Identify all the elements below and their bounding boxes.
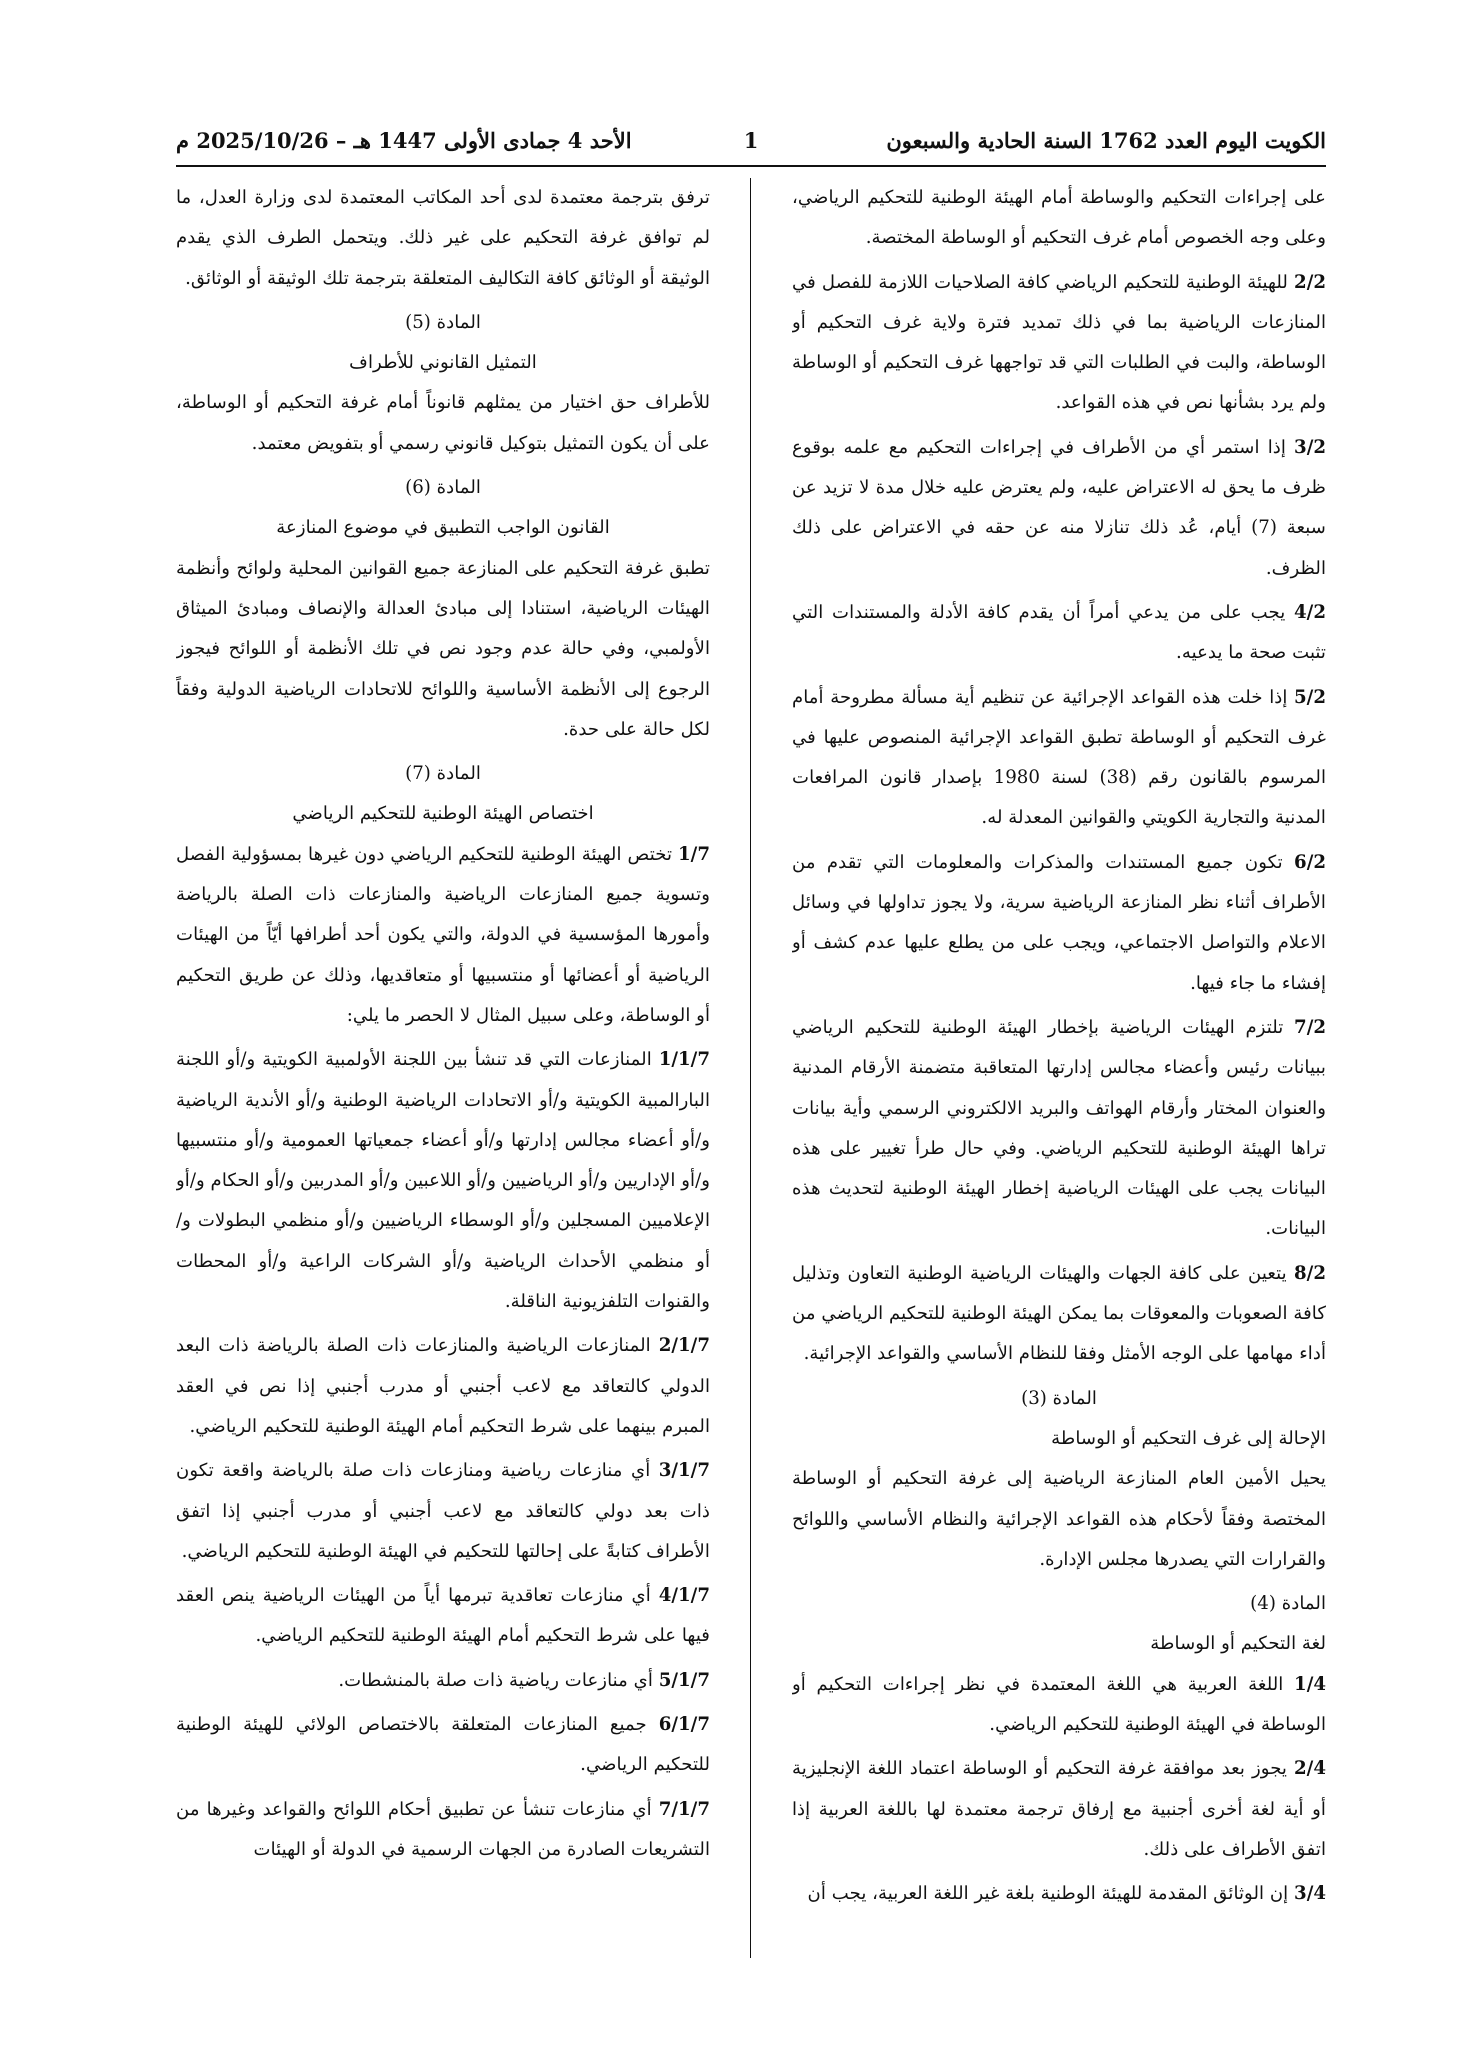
article-heading bbox=[176, 468, 710, 508]
clause-paragraph bbox=[792, 843, 1326, 1004]
clause-text: أي منازعات تعاقدية تبرمها أياً من الهيئات الرياضية ينص العقد فيها على شرط التحكيم أمام الهيئة الوطنية للتحكيم الرياضي. bbox=[176, 1585, 710, 1647]
article-title bbox=[792, 1624, 1326, 1664]
clause-text: يجوز بعد موافقة غرفة التحكيم أو الوساطة اعتماد اللغة الإنجليزية أو أية لغة أخرى أجنبية مع إرفاق ترجمة معتمدة لها باللغة العربية إذا اتفق الأطراف على ذلك. bbox=[792, 1758, 1326, 1860]
clause-text: المادة (7) bbox=[405, 763, 481, 785]
issue-date: الأحد 4 جمادى الأولى 1447 هـ – 2025/10/26 م bbox=[176, 128, 632, 153]
clause-paragraph bbox=[792, 678, 1326, 839]
clause-number: 7/1/7 bbox=[658, 1798, 710, 1820]
clause-text: أي منازعات تنشأ عن تطبيق أحكام اللوائح والقواعد وغيرها من التشريعات الصادرة من الجهات الرسمية في الدولة أو الهيئات bbox=[176, 1798, 710, 1860]
clause-number: 7/2 bbox=[1294, 1016, 1326, 1038]
clause-text: لغة التحكيم أو الوساطة bbox=[1150, 1633, 1326, 1655]
article-heading bbox=[176, 343, 710, 383]
clause-paragraph bbox=[176, 383, 710, 464]
clause-text: إن الوثائق المقدمة للهيئة الوطنية بلغة غير اللغة العربية، يجب أن bbox=[807, 1883, 1289, 1905]
clause-text: يحيل الأمين العام المنازعة الرياضية إلى غرفة التحكيم أو الوساطة المختصة وفقاً لأحكام هذه القواعد الإجرائية والنظام الأساسي واللوائح والقرارات التي يصدرها مجلس الإدارة. bbox=[792, 1468, 1326, 1570]
clause-number: 3/4 bbox=[1294, 1883, 1326, 1905]
clause-text: المادة (3) bbox=[1021, 1387, 1097, 1409]
clause-number: 5/2 bbox=[1294, 686, 1326, 708]
clause-paragraph bbox=[176, 1326, 710, 1447]
clause-number: 5/1/7 bbox=[658, 1669, 710, 1691]
clause-paragraph bbox=[176, 549, 710, 750]
clause-text: التمثيل القانوني للأطراف bbox=[349, 352, 537, 374]
clause-text: المنازعات الرياضية والمنازعات ذات الصلة بالرياضة ذات البعد الدولي كالتعاقد مع لاعب أجنبي أو مدرب أجنبي إذا نص في العقد المبرم بينهما على شرط التحكيم أمام الهيئة الوطنية للتحكيم الرياضي. bbox=[176, 1335, 710, 1437]
page-header bbox=[176, 128, 1326, 168]
clause-text: اللغة العربية هي اللغة المعتمدة في نظر إجراءات التحكيم أو الوساطة في الهيئة الوطنية للتحكيم الرياضي. bbox=[792, 1673, 1326, 1735]
clause-text: جميع المنازعات المتعلقة بالاختصاص الولائي للهيئة الوطنية للتحكيم الرياضي. bbox=[176, 1713, 710, 1776]
left-column bbox=[176, 178, 710, 1958]
clause-text: للأطراف حق اختيار من يمثلهم قانوناً أمام غرفة التحكيم أو الوساطة، على أن يكون التمثيل بتوكيل قانوني رسمي أو بتفويض معتمد. bbox=[176, 392, 710, 454]
clause-paragraph bbox=[792, 1254, 1326, 1375]
clause-number: 4/1/7 bbox=[658, 1585, 710, 1607]
clause-paragraph bbox=[176, 1040, 710, 1322]
clause-paragraph bbox=[792, 1459, 1326, 1580]
clause-text: تكون جميع المستندات والمذكرات والمعلومات التي تقدم من الأطراف أثناء نظر المنازعة الرياضية سرية، ولا يجوز تداولها في وسائل الاعلام والتواصل الاجتماعي، ويجب على من يطلع عليها عدم كشف أو إفشاء ما جاء فيها. bbox=[792, 851, 1326, 994]
clause-text: المادة (6) bbox=[405, 477, 481, 499]
clause-text: أي منازعات رياضية ومنازعات ذات صلة بالرياضة واقعة تكون ذات بعد دولي كالتعاقد مع لاعب أجنبي أو مدرب أجنبي إذا اتفق الأطراف كتابةً على إحالتها للتحكيم في الهيئة الوطنية للتحكيم الرياضي. bbox=[176, 1460, 710, 1562]
clause-text: القانون الواجب التطبيق في موضوع المنازعة bbox=[276, 517, 610, 539]
clause-text: الإحالة إلى غرف التحكيم أو الوساطة bbox=[1051, 1427, 1326, 1449]
clause-paragraph bbox=[176, 1705, 710, 1786]
clause-text: إذا استمر أي من الأطراف في إجراءات التحكيم مع علمه بوقوع ظرف ما يحق له الاعتراض عليه، ولم يعترض عليه خلال مدة لا تزيد عن سبعة (7) أيام، عُد ذلك تنازلا منه عن حقه في الاعتراض على ذلك الظرف. bbox=[792, 436, 1326, 579]
clause-paragraph bbox=[176, 1576, 710, 1657]
article-heading bbox=[176, 754, 710, 794]
clause-text: تختص الهيئة الوطنية للتحكيم الرياضي دون غيرها بمسؤولية الفصل وتسوية جميع المنازعات الرياضية والمنازعات ذات الصلة بالرياضة وأمورها المؤسسية في الدولة، والتي يكون أحد أطرافها أيّاً من الهيئات الرياضية أو أعضائها أو منتسبيها أو متعاقديها، وذلك عن طريق التحكيم أو الوساطة، وعلى سبيل المثال لا الحصر ما يلي: bbox=[176, 843, 710, 1026]
clause-number: 2/1/7 bbox=[658, 1335, 710, 1357]
clause-number: 8/2 bbox=[1294, 1262, 1326, 1284]
article-heading bbox=[176, 303, 710, 343]
clause-number: 1/1/7 bbox=[658, 1049, 710, 1071]
clause-number: 1/7 bbox=[678, 843, 710, 865]
clause-number: 6/1/7 bbox=[658, 1713, 710, 1735]
clause-number: 1/4 bbox=[1294, 1673, 1326, 1695]
clause-paragraph bbox=[792, 428, 1326, 589]
clause-number: 4/2 bbox=[1294, 601, 1326, 623]
column-divider bbox=[750, 178, 751, 1958]
clause-number: 2/4 bbox=[1294, 1758, 1326, 1780]
clause-paragraph bbox=[792, 1874, 1326, 1914]
clause-number: 3/1/7 bbox=[658, 1460, 710, 1482]
article-heading bbox=[176, 794, 710, 834]
clause-text: على إجراءات التحكيم والوساطة أمام الهيئة الوطنية للتحكيم الرياضي، وعلى وجه الخصوص أمام غرف التحكيم أو الوساطة المختصة. bbox=[792, 187, 1326, 249]
page-number: 1 bbox=[743, 128, 759, 153]
article-heading bbox=[176, 508, 710, 548]
clause-paragraph bbox=[792, 1008, 1326, 1250]
clause-text: يتعين على كافة الجهات والهيئات الرياضية الوطنية التعاون وتذليل كافة الصعوبات والمعوقات بما يمكن الهيئة الوطنية للتحكيم الرياضي من أداء مهامها على الوجه الأمثل وفقا للنظام الأساسي والقواعد الإجرائية. bbox=[792, 1262, 1326, 1365]
clause-text: تلتزم الهيئات الرياضية بإخطار الهيئة الوطنية للتحكيم الرياضي ببيانات رئيس وأعضاء مجالس إدارتها المتعاقبة متضمنة الأرقام المدنية والعنوان المختار وأرقام الهواتف والبريد الالكتروني الرسمي وأية بيانات تراها الهيئة الوطنية للتحكيم الرياضي. وفي حال طرأ تغيير على هذه البيانات يجب على الهيئات الرياضية إخطار الهيئة الوطنية لتحديث هذه البيانات. bbox=[792, 1016, 1326, 1240]
clause-text: إذا خلت هذه القواعد الإجرائية عن تنظيم أية مسألة مطروحة أمام غرف التحكيم أو الوساطة تطبق القواعد الإجرائية المنصوص عليها في المرسوم بالقانون رقم (38) لسنة 1980 بإصدار قانون المرافعات المدنية والتجارية الكويتي والقوانين المعدلة له. bbox=[792, 686, 1326, 829]
clause-paragraph bbox=[176, 1451, 710, 1572]
clause-text: أي منازعات رياضية ذات صلة بالمنشطات. bbox=[338, 1669, 653, 1691]
clause-text: المنازعات التي قد تنشأ بين اللجنة الأولمبية الكويتية و/أو اللجنة البارالمبية الكويتية و/أو الاتحادات الرياضية الوطنية و/أو الأندية الرياضية و/أو أعضاء مجالس إدارتها و/أو أعضاء جمعياتها العمومية و/أو منتسبيها و/أو الإداريين و/أو الرياضيين و/أو اللاعبين و/أو المدربين و/أو الحكام و/أو الإعلاميين المسجلين و/أو الوسطاء الرياضيين و/أو منظمي البطولات و/أو منظمي الأحداث الرياضية و/أو الشركات الراعية و/أو المحطات والقنوات التلفزيونية الناقلة. bbox=[176, 1049, 710, 1313]
clause-text: المادة (4) bbox=[1250, 1593, 1326, 1615]
clause-text: للهيئة الوطنية للتحكيم الرياضي كافة الصلاحيات اللازمة للفصل في المنازعات الرياضية بما في ذلك تمديد فترة ولاية غرف التحكيم أو الوساطة، والبت في الطلبات التي قد تواجهها غرف التحكيم أو الوساطة ولم يرد بشأنها نص في هذه القواعد. bbox=[792, 271, 1326, 414]
clause-text: تطبق غرفة التحكيم على المنازعة جميع القوانين المحلية ولوائح وأنظمة الهيئات الرياضية، استنادا إلى مبادئ العدالة والإنصاف ومبادئ الميثاق الأولمبي، وفي حالة عدم وجود نص في تلك الأنظمة أو اللوائح فيجوز الرجوع إلى الأنظمة الأساسية واللوائح للاتحادات الرياضية الدولية وفقاً لكل حالة على حدة. bbox=[176, 557, 710, 740]
clause-text: يجب على من يدعي أمراً أن يقدم كافة الأدلة والمستندات التي تثبت صحة ما يدعيه. bbox=[792, 601, 1326, 664]
header-rule bbox=[176, 165, 1326, 167]
clause-paragraph bbox=[792, 263, 1326, 424]
clause-paragraph bbox=[176, 178, 710, 299]
clause-number: 2/2 bbox=[1294, 271, 1326, 293]
clause-paragraph bbox=[792, 1749, 1326, 1870]
gazette-issue-info: الكويت اليوم العدد 1762 السنة الحادية والسبعون bbox=[886, 128, 1326, 153]
clause-text: ترفق بترجمة معتمدة لدى أحد المكاتب المعتمدة لدى وزارة العدل، ما لم توافق غرفة التحكيم على غير ذلك. ويتحمل الطرف الذي يقدم الوثيقة أو الوثائق كافة التكاليف المتعلقة بترجمة تلك الوثيقة أو الوثائق. bbox=[176, 187, 710, 289]
article-title bbox=[792, 1584, 1326, 1624]
clause-paragraph bbox=[792, 178, 1326, 259]
clause-number: 3/2 bbox=[1294, 436, 1326, 458]
clause-paragraph bbox=[176, 835, 710, 1036]
right-column bbox=[792, 178, 1326, 1958]
article-title bbox=[792, 1419, 1326, 1459]
clause-paragraph bbox=[792, 593, 1326, 674]
clause-text: المادة (5) bbox=[405, 311, 481, 333]
clause-paragraph bbox=[176, 1790, 710, 1871]
clause-number: 6/2 bbox=[1294, 851, 1326, 873]
clause-paragraph bbox=[792, 1665, 1326, 1746]
clause-text: اختصاص الهيئة الوطنية للتحكيم الرياضي bbox=[292, 803, 594, 825]
clause-paragraph bbox=[176, 1661, 710, 1701]
article-heading bbox=[792, 1379, 1326, 1419]
